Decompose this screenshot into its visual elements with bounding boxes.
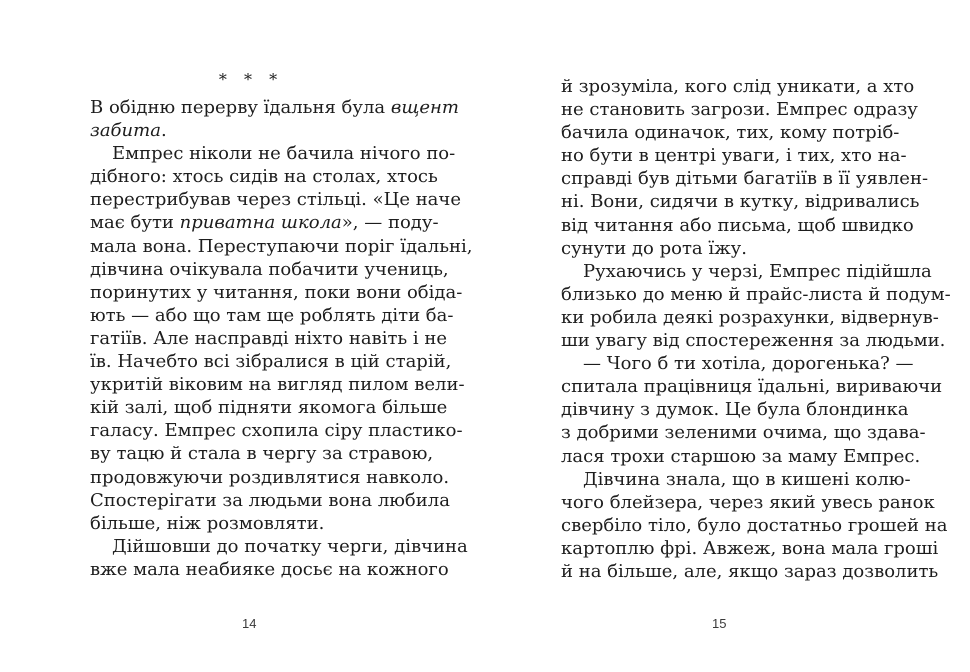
- line-text: вже мала неабияке досьє на кожного: [90, 558, 449, 580]
- line-text: від читання або письма, щоб швидко: [561, 214, 914, 236]
- text-line: [561, 560, 939, 583]
- text-line: [90, 489, 450, 512]
- right-page-text: [561, 75, 951, 583]
- text-line: [561, 468, 911, 491]
- line-text: й на більше, але, якщо зараз дозволить: [561, 560, 939, 582]
- text-line: [90, 442, 434, 465]
- text-line: [561, 283, 951, 306]
- text-line: [90, 466, 450, 489]
- line-text: ють — або що там ще роблять діти ба-: [90, 304, 454, 326]
- text-line: [561, 514, 948, 537]
- text-line: [561, 237, 879, 260]
- line-text: свербіло тіло, було достатньо грошей на: [561, 514, 948, 536]
- line-text: Рухаючись у черзі, Емпрес підійшла: [583, 260, 932, 282]
- text-line: [561, 398, 909, 421]
- text-line: [90, 142, 456, 165]
- line-text: Емпрес ніколи не бачила нічого по-: [112, 143, 456, 165]
- line-text: Дівчина знала, що в кишені колю-: [583, 468, 911, 490]
- text-line: [90, 165, 438, 188]
- text-line: [561, 491, 935, 514]
- line-text: справді був дітьми багатіїв в її уявлен-: [561, 168, 929, 190]
- section-break: * * *: [218, 70, 284, 89]
- line-text: ні. Вони, сидячи в кутку, відривались: [561, 191, 920, 213]
- text-line: [561, 98, 918, 121]
- text-line: [90, 188, 461, 211]
- line-text: но бути в центрі уваги, і тих, хто на-: [561, 145, 907, 167]
- line-text: дібного: хтось сидів на столах, хтось: [90, 166, 438, 188]
- text-line: [561, 190, 920, 213]
- text-line: [561, 375, 943, 398]
- line-text: більше, ніж розмовляти.: [90, 512, 325, 534]
- text-line: [561, 306, 939, 329]
- italic-emphasis: забита: [90, 120, 161, 142]
- line-text: близько до меню й прайс-листа й подум-: [561, 283, 951, 305]
- text-line: [90, 419, 463, 442]
- text-line: [90, 396, 448, 419]
- text-line: [90, 327, 448, 350]
- text-line: [561, 537, 939, 560]
- text-line: [90, 304, 454, 327]
- line-text: картоплю фрі. Авжеж, вона мала гроші: [561, 537, 939, 559]
- left-page-text: [90, 96, 473, 581]
- line-text: Дійшовши до початку черги, дівчина: [112, 535, 468, 557]
- text-line: [90, 258, 449, 281]
- line-text: бачила одиначок, тих, кому потріб-: [561, 122, 900, 144]
- line-text: дівчину з думок. Це була блондинка: [561, 399, 909, 421]
- line-text: укритій віковим на вигляд пилом вели-: [90, 374, 465, 396]
- line-text: Спостерігати за людьми вона любила: [90, 489, 450, 511]
- text-line: [561, 121, 900, 144]
- line-text: не становить загрози. Емпрес одразу: [561, 99, 918, 121]
- text-line: [90, 96, 459, 119]
- text-line: [561, 329, 946, 352]
- text-line: [90, 350, 452, 373]
- text-line: [561, 214, 914, 237]
- italic-emphasis: вщент: [390, 97, 459, 118]
- line-text: з добрими зеленими очима, що здава-: [561, 422, 926, 444]
- line-text: ки робила деякі розрахунки, відвернув-: [561, 306, 939, 328]
- line-text: поринутих у читання, поки вони обіда-: [90, 281, 463, 303]
- page-number-right: 15: [712, 616, 727, 631]
- text-line: [90, 535, 468, 558]
- text-line: [90, 512, 412, 535]
- line-text: В обідню перерву їдальня була: [90, 97, 391, 118]
- line-text: й зрозуміла, кого слід уникати, а хто: [561, 76, 915, 97]
- italic-emphasis: приватна школа: [179, 212, 342, 234]
- right-page: [485, 0, 970, 672]
- text-line: [90, 281, 463, 304]
- line-text-after: », — поду-: [341, 212, 439, 234]
- line-text: гатіїв. Але насправді ніхто навіть і не: [90, 327, 448, 349]
- text-line: [561, 352, 914, 375]
- text-line: [90, 211, 439, 234]
- text-line: [90, 235, 473, 258]
- text-line: [90, 119, 412, 142]
- line-text: дівчина очікувала побачити учениць,: [90, 258, 449, 280]
- line-text: мала вона. Переступаючи поріг їдальні,: [90, 235, 473, 257]
- line-text: перестрибував через стільці. «Це наче: [90, 189, 461, 211]
- text-line: [90, 558, 449, 581]
- text-line: [561, 421, 926, 444]
- text-line: [561, 75, 915, 98]
- text-line: [561, 167, 929, 190]
- line-text: кій залі, щоб підняти якомога більше: [90, 397, 448, 419]
- text-line: [561, 144, 907, 167]
- line-text: лася трохи старшою за маму Емпрес.: [561, 445, 921, 467]
- line-text: спитала працівниця їдальні, вириваючи: [561, 376, 943, 398]
- line-text: має бути: [90, 212, 180, 234]
- text-line: [561, 260, 932, 283]
- line-text-after: .: [160, 120, 167, 142]
- page-number-left: 14: [242, 616, 257, 631]
- line-text: продовжуючи роздивлятися навколо.: [90, 466, 450, 488]
- line-text: — Чого б ти хотіла, дорогенька? —: [583, 353, 914, 375]
- text-line: [90, 373, 465, 396]
- line-text: ши увагу від спостереження за людьми.: [561, 330, 946, 352]
- line-text: сунути до рота їжу.: [561, 237, 747, 259]
- line-text: чого блейзера, через який увесь ранок: [561, 491, 935, 513]
- line-text: галасу. Емпрес схопила сіру пластико-: [90, 420, 463, 442]
- line-text: ву тацю й стала в чергу за стравою,: [90, 443, 434, 465]
- text-line: [561, 445, 921, 468]
- line-text: їв. Начебто всі зібралися в цій старій,: [90, 351, 452, 373]
